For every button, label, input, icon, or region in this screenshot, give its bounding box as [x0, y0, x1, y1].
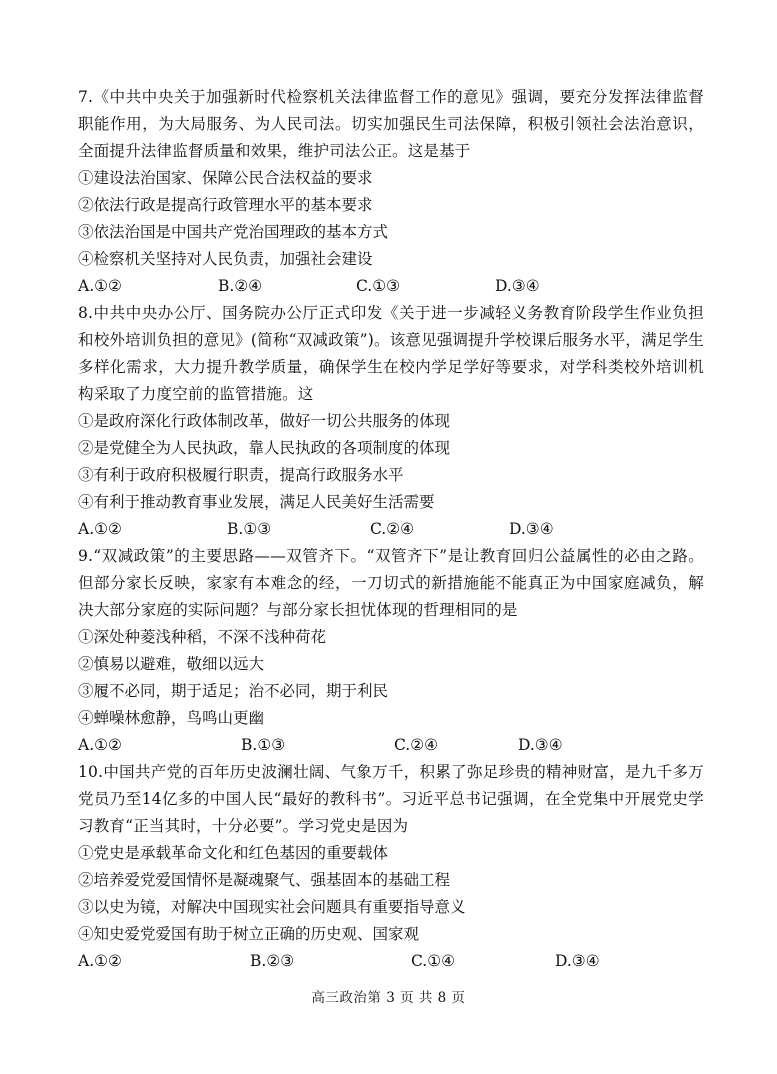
statement-3: ③履不必同，期于适足；治不必同，期于利民 [78, 682, 389, 700]
choice-c: C.①④ [411, 952, 456, 970]
choice-a: A.①② [78, 277, 122, 295]
choice-b: B.①③ [241, 736, 286, 754]
page-footer: 高三政治第 3 页 共 8 页 [311, 990, 466, 1006]
question-9 [78, 543, 704, 759]
answer-choices [78, 948, 704, 975]
choice-d: D.③④ [509, 520, 554, 538]
answer-choices [78, 516, 704, 543]
choice-d: D.③④ [495, 277, 540, 295]
choice-b: B.②③ [250, 952, 295, 970]
choice-c: C.②④ [394, 736, 439, 754]
choice-d: D.③④ [555, 952, 600, 970]
question-stem: 10.中国共产党的百年历史波澜壮阔、气象万千，积累了弥足珍贵的精神财富，是九千多万党员乃至14亿多的中国人民“最好的教科书”。习近平总书记强调，在全党集中开展党史学习教育“正当其时，十分必要”。学习党史是因为 [78, 763, 704, 835]
choice-b: B.②④ [218, 277, 263, 295]
statement-4: ④有利于推动教育事业发展，满足人民美好生活需要 [78, 493, 435, 511]
question-stem: 8.中共中央办公厅、国务院办公厅正式印发《关于进一步减轻义务教育阶段学生作业负担和校外培训负担的意见》(简称“双减政策”)。该意见强调提升学校课后服务水平，满足学生多样化需求，大力提升教学质量，确保学生在校内学足学好等要求，对学科类校外培训机构采取了力度空前的监管措施。这 [78, 304, 704, 403]
answer-choices [78, 273, 704, 300]
statement-3: ③以史为镜，对解决中国现实社会问题具有重要指导意义 [78, 898, 466, 916]
statement-4: ④检察机关坚持对人民负责，加强社会建设 [78, 250, 373, 268]
choice-c: C.②④ [370, 520, 415, 538]
choice-a: A.①② [78, 520, 122, 538]
statement-1: ①党史是承载革命文化和红色基因的重要载体 [78, 844, 389, 862]
statement-3: ③有利于政府积极履行职责，提高行政服务水平 [78, 466, 404, 484]
question-7 [78, 84, 704, 300]
statement-4: ④蝉噪林愈静，鸟鸣山更幽 [78, 709, 265, 727]
choice-b: B.①③ [227, 520, 272, 538]
choice-d: D.③④ [518, 736, 563, 754]
statement-2: ②依法行政是提高行政管理水平的基本要求 [78, 196, 373, 214]
choice-a: A.①② [78, 736, 122, 754]
question-stem: 7.《中共中央关于加强新时代检察机关法律监督工作的意见》强调，要充分发挥法律监督职能作用，为大局服务、为人民司法。切实加强民生司法保障，积极引领社会法治意识，全面提升法律监督质量和效果，维护司法公正。这是基于 [78, 88, 704, 160]
statement-2: ②是党健全为人民执政，靠人民执政的各项制度的体现 [78, 439, 451, 457]
statement-3: ③依法治国是中国共产党治国理政的基本方式 [78, 223, 389, 241]
question-10 [78, 759, 704, 975]
statement-4: ④知史爱党爱国有助于树立正确的历史观、国家观 [78, 925, 420, 943]
statement-1: ①深处种菱浅种稻，不深不浅种荷花 [78, 628, 327, 646]
answer-choices [78, 732, 704, 759]
statement-1: ①是政府深化行政体制改革，做好一切公共服务的体现 [78, 412, 451, 430]
statement-1: ①建设法治国家、保障公民合法权益的要求 [78, 169, 373, 187]
exam-page [78, 84, 704, 975]
question-stem: 9.“双减政策”的主要思路——双管齐下。“双管齐下”是让教育回归公益属性的必由之路。但部分家长反映，家家有本难念的经，一刀切式的新措施能不能真正为中国家庭减负，解决大部分家庭的实际问题？与部分家长担忧体现的哲理相同的是 [78, 547, 704, 619]
choice-a: A.①② [78, 952, 122, 970]
question-8 [78, 300, 704, 543]
statement-2: ②慎易以避难，敬细以远大 [78, 655, 265, 673]
choice-c: C.①③ [356, 277, 401, 295]
statement-2: ②培养爱党爱国情怀是凝魂聚气、强基固本的基础工程 [78, 871, 451, 889]
